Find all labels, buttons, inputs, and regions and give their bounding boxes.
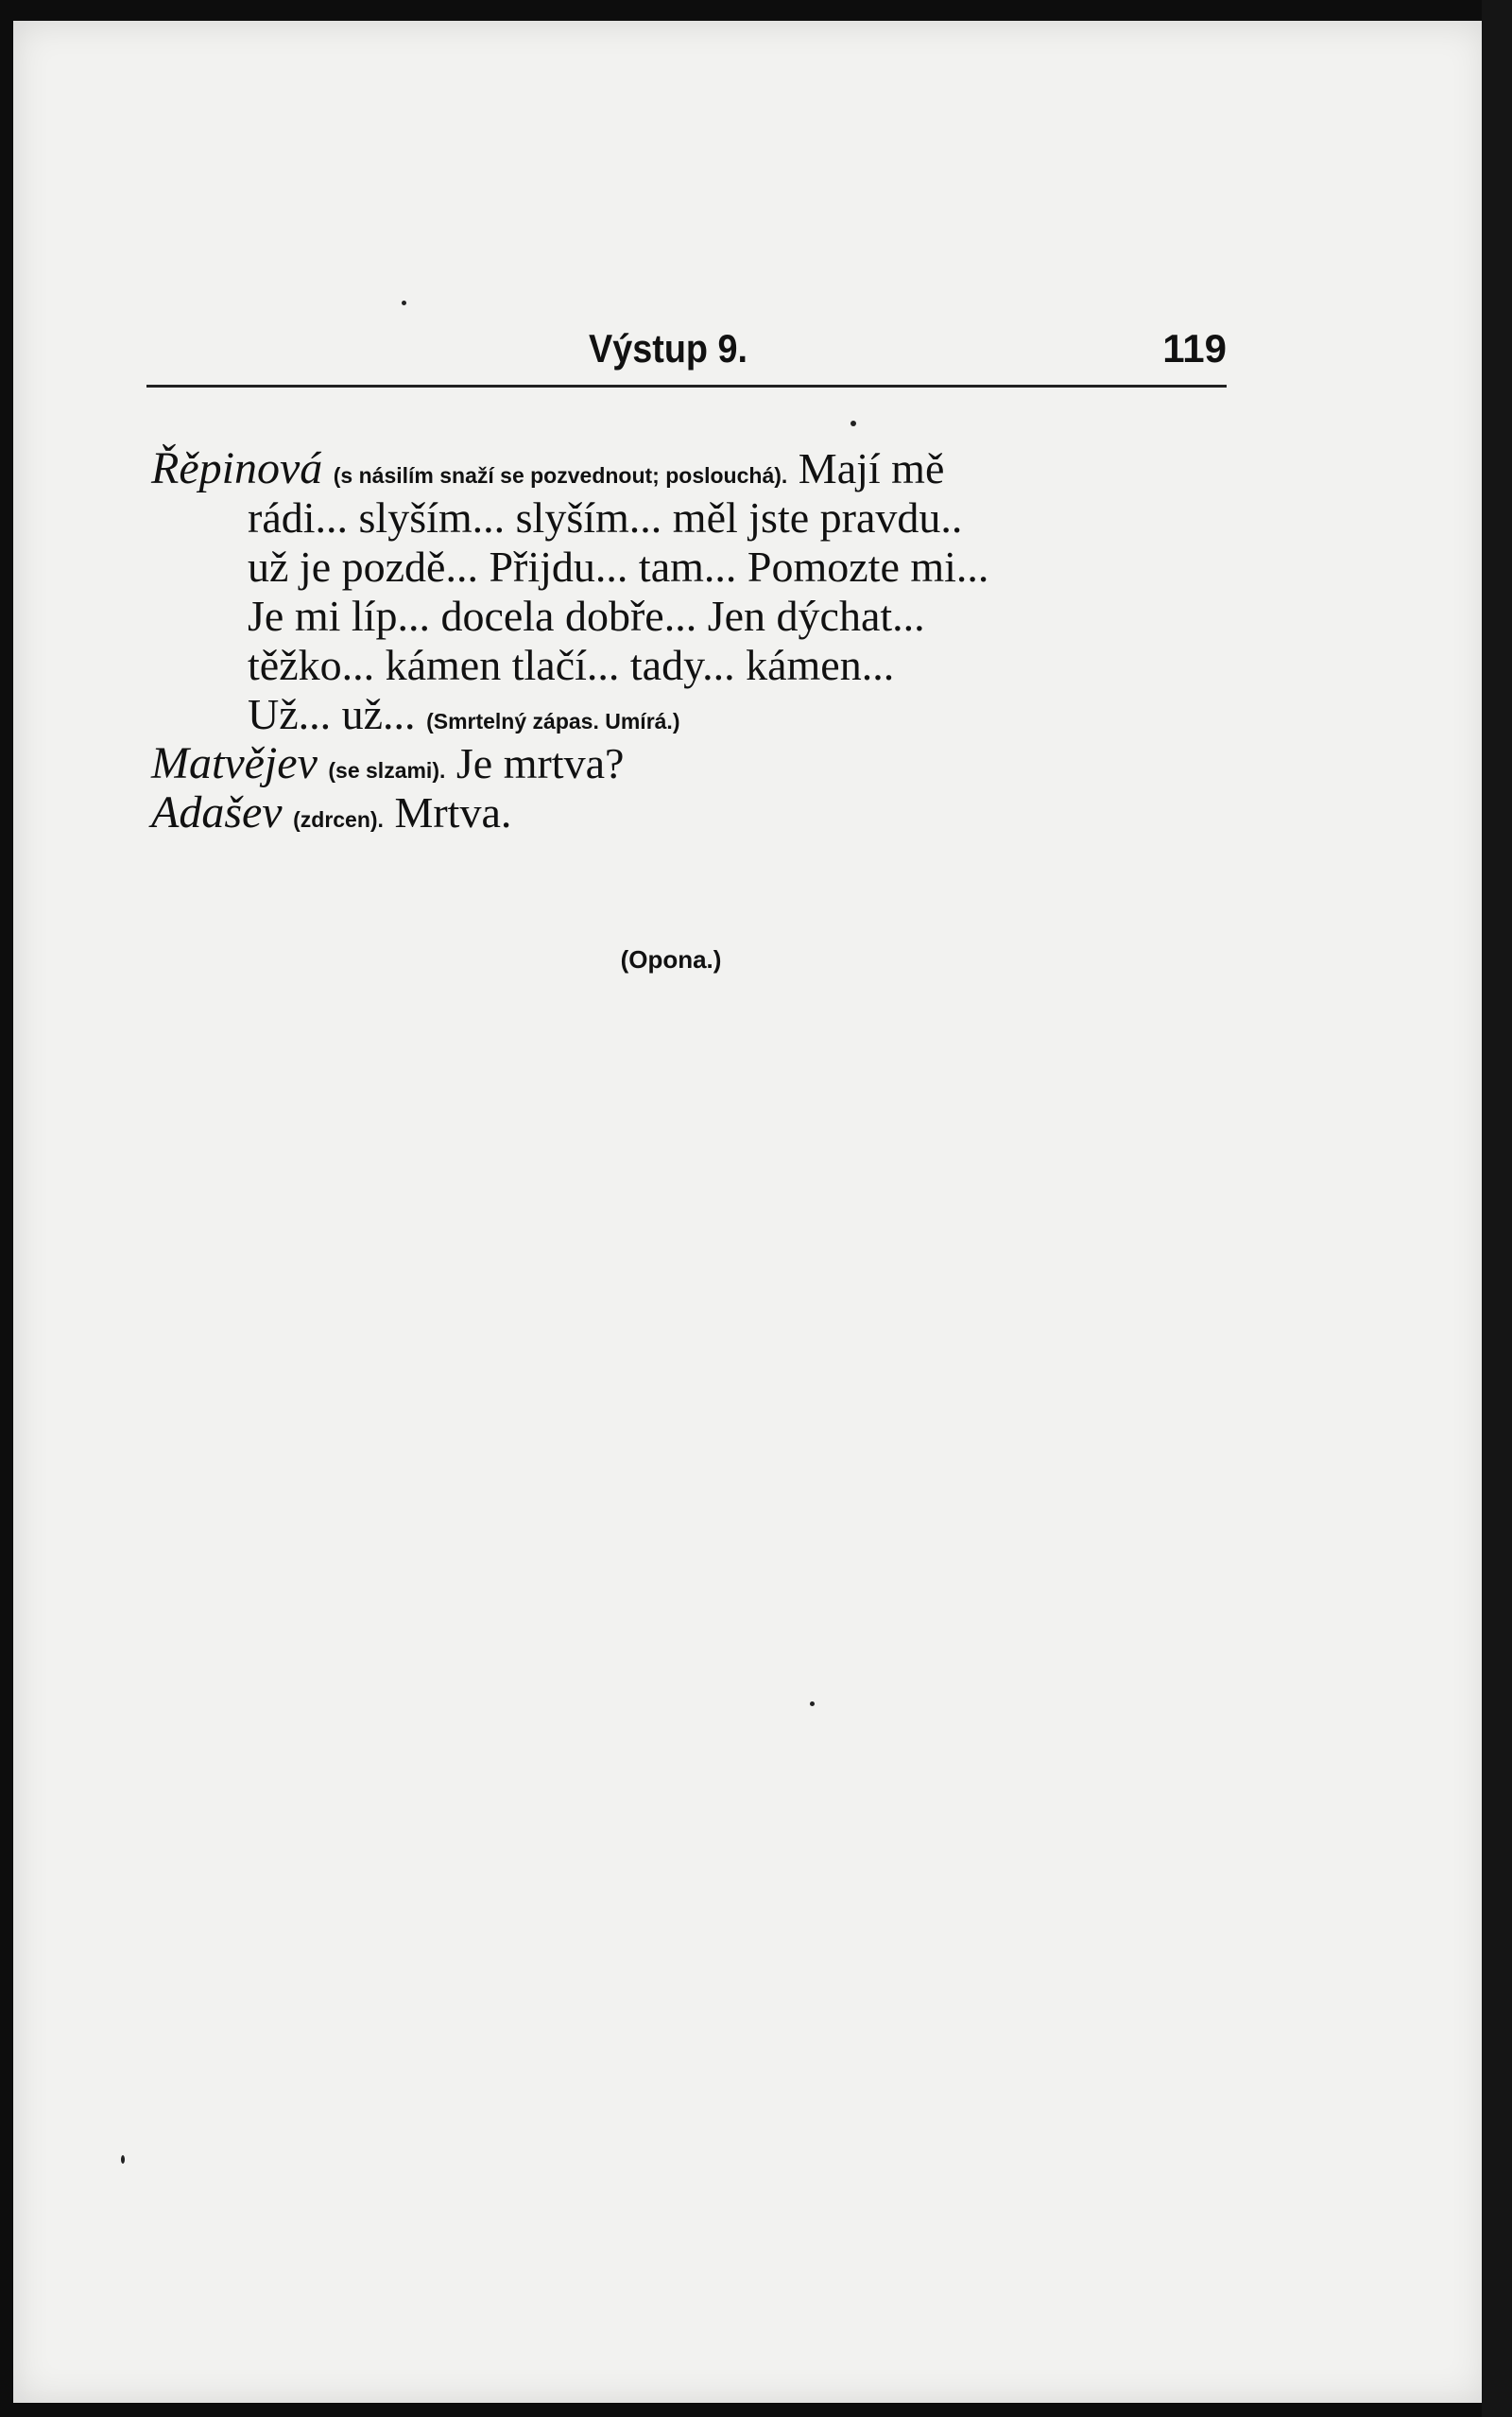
stage-direction: (se slzami). <box>328 758 446 783</box>
print-speck <box>810 1701 815 1706</box>
speech-text: Je mrtva? <box>455 739 625 787</box>
speech-text: Už... už... <box>248 690 416 738</box>
page-edge <box>1482 0 1512 2417</box>
page-header <box>135 326 1227 383</box>
text-line: už je pozdě... Přijdu... tam... Pomozte mi... <box>248 543 989 591</box>
text-line: těžko... kámen tlačí... tady... kámen... <box>248 641 895 689</box>
stage-direction: (s násilím snaží se pozvednout; poslouchá). <box>333 463 788 488</box>
text-line <box>151 444 1238 493</box>
curtain-note: (Opona.) <box>620 945 722 974</box>
speech-text: Mají mě <box>798 444 945 492</box>
print-speck <box>121 2155 125 2164</box>
speaker-name: Matvějev <box>151 738 318 788</box>
text-line <box>151 690 1238 739</box>
play-text <box>151 444 1238 837</box>
text-line: Je mi líp... docela dobře... Jen dýchat... <box>248 592 925 640</box>
print-speck <box>402 301 406 305</box>
print-speck <box>850 421 856 426</box>
text-line: rádi... slyším... slyším... měl jste pravdu.. <box>248 493 963 542</box>
text-line <box>151 739 1238 788</box>
speaker-name: Řěpinová <box>151 443 323 493</box>
page-number: 119 <box>1162 326 1227 371</box>
running-title: Výstup 9. <box>589 326 748 371</box>
header-rule <box>146 385 1227 388</box>
stage-direction: (Smrtelný zápas. Umírá.) <box>426 709 680 734</box>
text-line <box>151 788 1238 837</box>
speaker-name: Adašev <box>151 787 283 837</box>
speech-text: Mrtva. <box>394 788 512 837</box>
stage-direction: (zdrcen). <box>293 807 384 832</box>
